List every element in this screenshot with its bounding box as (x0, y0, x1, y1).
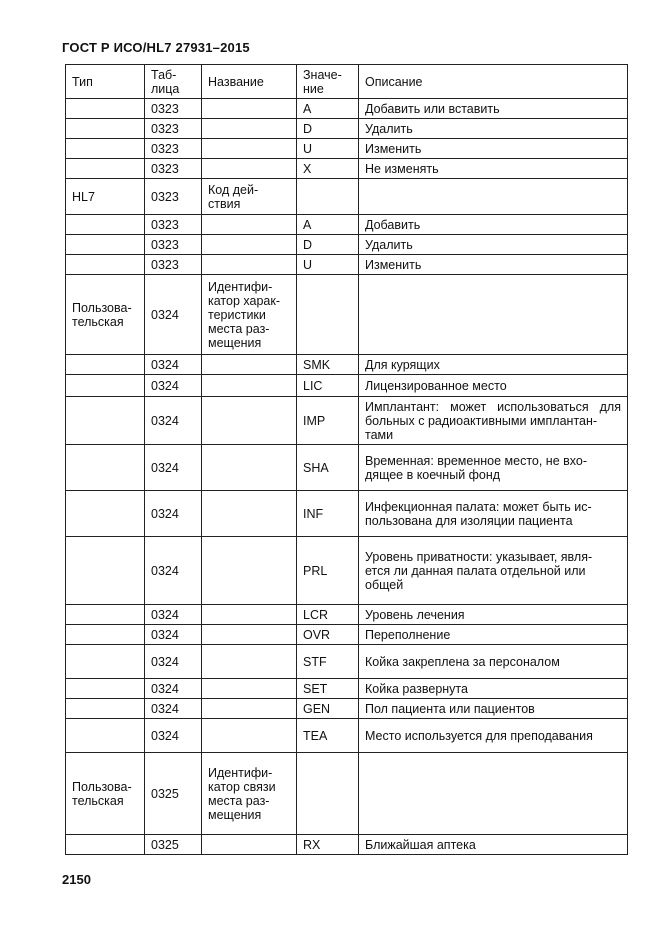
table-row (66, 179, 628, 215)
table-header-row (66, 65, 628, 99)
table-row (66, 255, 628, 275)
cell-value: SMK (297, 355, 359, 375)
cell-description (359, 275, 628, 355)
cell-name: Идентифи- катор харак- теристики места раз- мещения (202, 275, 297, 355)
table-row (66, 605, 628, 625)
cell-type (66, 159, 145, 179)
cell-description: Уровень лечения (359, 605, 628, 625)
cell-value: RX (297, 835, 359, 855)
cell-value (297, 275, 359, 355)
cell-type (66, 605, 145, 625)
cell-value: IMP (297, 397, 359, 445)
data-table (65, 64, 628, 855)
cell-type (66, 625, 145, 645)
cell-name: Идентифи- катор связи места раз- мещения (202, 753, 297, 835)
cell-type (66, 699, 145, 719)
cell-type (66, 215, 145, 235)
cell-value: D (297, 235, 359, 255)
cell-table: 0324 (145, 605, 202, 625)
cell-table: 0323 (145, 119, 202, 139)
cell-description: Не изменять (359, 159, 628, 179)
table-row (66, 537, 628, 605)
cell-description: Лицензированное место (359, 375, 628, 397)
cell-value: INF (297, 491, 359, 537)
cell-value: LIC (297, 375, 359, 397)
table-row (66, 235, 628, 255)
cell-description: Имплантант: может использоваться для больных с радиоактивными имплантан- тами (359, 397, 628, 445)
cell-value: A (297, 215, 359, 235)
cell-table: 0324 (145, 679, 202, 699)
cell-name (202, 679, 297, 699)
cell-table: 0324 (145, 645, 202, 679)
cell-name (202, 159, 297, 179)
cell-name (202, 537, 297, 605)
cell-type (66, 355, 145, 375)
cell-table: 0325 (145, 835, 202, 855)
cell-value: GEN (297, 699, 359, 719)
cell-value: A (297, 99, 359, 119)
cell-type (66, 835, 145, 855)
cell-name (202, 645, 297, 679)
cell-type (66, 235, 145, 255)
cell-description: Временная: временное место, не вхо- дящее в коечный фонд (359, 445, 628, 491)
cell-description: Добавить или вставить (359, 99, 628, 119)
cell-table: 0323 (145, 179, 202, 215)
cell-type (66, 719, 145, 753)
cell-table: 0324 (145, 445, 202, 491)
cell-type (66, 119, 145, 139)
cell-table: 0324 (145, 491, 202, 537)
cell-value: SET (297, 679, 359, 699)
cell-table: 0323 (145, 159, 202, 179)
table-row (66, 699, 628, 719)
cell-table: 0323 (145, 139, 202, 159)
cell-description: Ближайшая аптека (359, 835, 628, 855)
column-header-table: Таб- лица (145, 65, 202, 99)
cell-name (202, 119, 297, 139)
cell-type (66, 537, 145, 605)
cell-table: 0323 (145, 255, 202, 275)
cell-value: U (297, 255, 359, 275)
cell-description: Изменить (359, 255, 628, 275)
cell-table: 0323 (145, 99, 202, 119)
cell-name (202, 139, 297, 159)
cell-table: 0324 (145, 375, 202, 397)
column-header-description: Описание (359, 65, 628, 99)
cell-type: Пользова- тельская (66, 753, 145, 835)
cell-description: Удалить (359, 235, 628, 255)
cell-table: 0324 (145, 397, 202, 445)
cell-type (66, 445, 145, 491)
cell-name (202, 375, 297, 397)
cell-table: 0324 (145, 625, 202, 645)
cell-name (202, 605, 297, 625)
column-header-value: Значе- ние (297, 65, 359, 99)
cell-description: Изменить (359, 139, 628, 159)
cell-description (359, 179, 628, 215)
table-row (66, 215, 628, 235)
cell-description: Переполнение (359, 625, 628, 645)
cell-table: 0324 (145, 537, 202, 605)
cell-value: X (297, 159, 359, 179)
cell-value: LCR (297, 605, 359, 625)
cell-name (202, 235, 297, 255)
cell-table: 0323 (145, 235, 202, 255)
cell-type (66, 679, 145, 699)
cell-description (359, 753, 628, 835)
cell-type (66, 645, 145, 679)
cell-table: 0324 (145, 719, 202, 753)
cell-value: OVR (297, 625, 359, 645)
cell-name (202, 835, 297, 855)
cell-name (202, 719, 297, 753)
cell-table: 0323 (145, 215, 202, 235)
cell-type: Пользова- тельская (66, 275, 145, 355)
cell-table: 0324 (145, 699, 202, 719)
cell-value: U (297, 139, 359, 159)
column-header-name: Название (202, 65, 297, 99)
cell-description: Койка развернута (359, 679, 628, 699)
cell-name: Код дей- ствия (202, 179, 297, 215)
cell-table: 0325 (145, 753, 202, 835)
cell-name (202, 445, 297, 491)
table-row (66, 625, 628, 645)
cell-description: Койка закреплена за персоналом (359, 645, 628, 679)
table-row (66, 753, 628, 835)
cell-value: D (297, 119, 359, 139)
cell-name (202, 397, 297, 445)
cell-table: 0324 (145, 275, 202, 355)
cell-type: HL7 (66, 179, 145, 215)
cell-type (66, 491, 145, 537)
cell-description: Пол пациента или пациентов (359, 699, 628, 719)
cell-name (202, 699, 297, 719)
cell-description: Для курящих (359, 355, 628, 375)
column-header-type: Тип (66, 65, 145, 99)
cell-name (202, 625, 297, 645)
cell-value: STF (297, 645, 359, 679)
cell-name (202, 355, 297, 375)
table-row (66, 445, 628, 491)
cell-type (66, 397, 145, 445)
cell-table: 0324 (145, 355, 202, 375)
cell-description: Место используется для преподавания (359, 719, 628, 753)
table-row (66, 99, 628, 119)
cell-description: Удалить (359, 119, 628, 139)
cell-value: TEA (297, 719, 359, 753)
cell-description: Инфекционная палата: может быть ис- пользована для изоляции пациента (359, 491, 628, 537)
table-row (66, 679, 628, 699)
page-number: 2150 (62, 872, 91, 887)
table-row (66, 719, 628, 753)
cell-name (202, 215, 297, 235)
table-row (66, 159, 628, 179)
table-row (66, 119, 628, 139)
table-row (66, 835, 628, 855)
table-row (66, 139, 628, 159)
cell-value (297, 179, 359, 215)
table-row (66, 375, 628, 397)
table-row (66, 491, 628, 537)
table-row (66, 397, 628, 445)
cell-type (66, 139, 145, 159)
cell-name (202, 99, 297, 119)
cell-name (202, 491, 297, 537)
cell-type (66, 255, 145, 275)
cell-type (66, 375, 145, 397)
table-body (66, 99, 628, 855)
cell-description: Уровень приватности: указывает, явля- ется ли данная палата отдельной или общей (359, 537, 628, 605)
cell-name (202, 255, 297, 275)
table-row (66, 645, 628, 679)
cell-type (66, 99, 145, 119)
cell-value (297, 753, 359, 835)
cell-description: Добавить (359, 215, 628, 235)
table-row (66, 275, 628, 355)
table-row (66, 355, 628, 375)
cell-value: SHA (297, 445, 359, 491)
cell-value: PRL (297, 537, 359, 605)
document-header: ГОСТ Р ИСО/HL7 27931–2015 (62, 40, 250, 55)
